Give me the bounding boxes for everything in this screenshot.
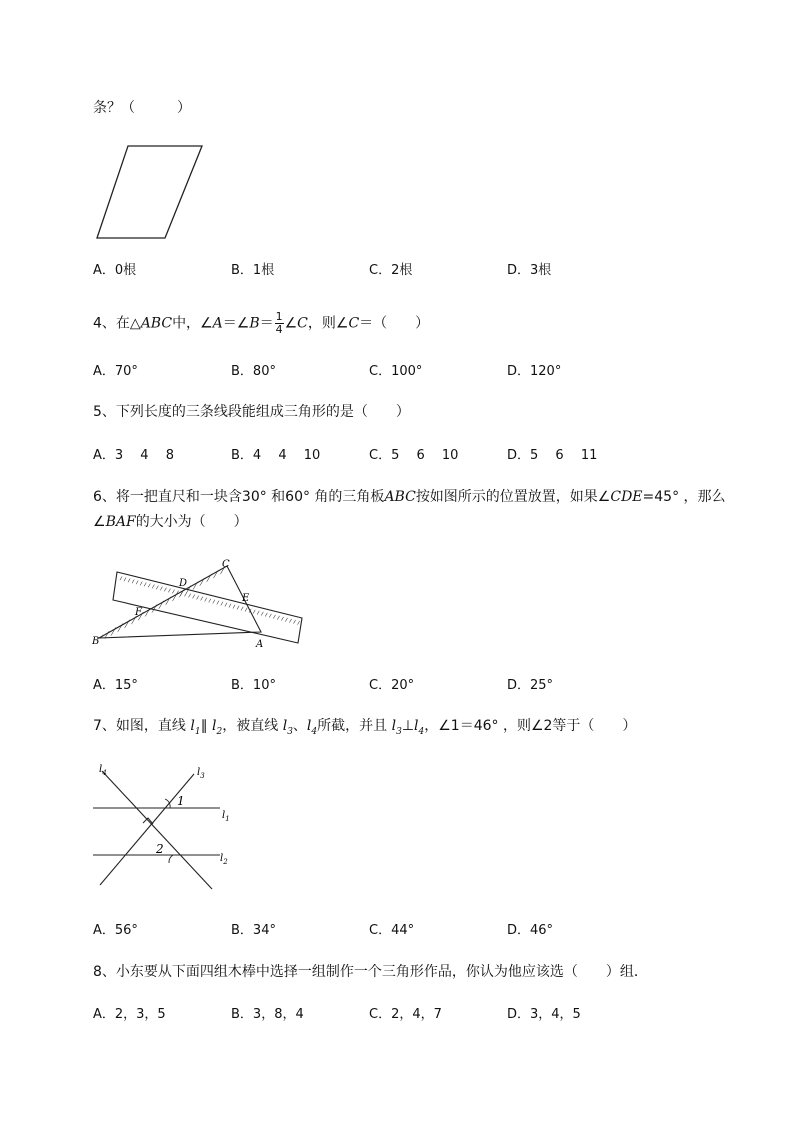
q6-option-d: D．25° [507,678,554,693]
q4-stem: 4、在△ABC中，∠A＝∠B＝ $\frac{1}{4}$ ∠C，则∠C＝（ ） [93,310,430,336]
label-l2: $l_2$ [220,853,228,866]
q7-option-c: C．44° [369,923,415,938]
label-d: D [179,578,188,589]
q3-option-a: A．0根 [93,263,137,278]
q7-option-a: A．56° [93,923,138,938]
q8-stem: 8、小东要从下面四组木棒中选择一组制作一个三角形作品，你认为他应该选（ ）组． [93,964,648,980]
label-c: C [222,559,230,570]
q8-option-b: B．3，8，4 [231,1007,304,1022]
q8-option-c: C．2，4，7 [369,1007,442,1022]
q4-option-a: A．70° [93,364,138,379]
q8-option-d: D．3，4，5 [507,1007,581,1022]
q6-option-b: B．10° [231,678,276,693]
parallelogram-figure [95,143,205,247]
q4-option-d: D．120° [507,364,562,379]
q6-stem-line1: 6、将一把直尺和一块含30° 和60° 角的三角板ABC按如图所示的位置放置，如果∠CDE=45° ，那么 [93,489,726,505]
label-a: A [256,639,264,650]
q3-option-c: C．2根 [369,263,413,278]
q6-stem-line2: ∠BAF的大小为（ ） [93,514,248,530]
label-e: E [242,593,250,604]
q5-option-b: B．4 4 10 [231,448,321,463]
q7-option-b: B．34° [231,923,276,938]
q4-option-b: B．80° [231,364,276,379]
q7-stem: 7、如图，直线 $l_1\parallel$ $l_2$，被直线 $l_3$、$l_4$所截，并且 $l_3\perp l_4$，∠1＝46° ，则∠2等于（ ） [93,718,637,737]
label-b: B [92,636,100,647]
label-angle-1: 1 [177,794,185,808]
q8-option-a: A．2，3，5 [93,1007,166,1022]
q6-option-a: A．15° [93,678,138,693]
label-angle-2: 2 [156,842,164,856]
q5-option-a: A．3 4 8 [93,448,174,463]
q3-option-b: B．1根 [231,263,275,278]
q4-fraction: $\frac{1}{4}$ [275,310,283,336]
line-l4 [102,771,212,889]
label-l4: $l_4$ [99,764,107,777]
q5-stem: 5、下列长度的三条线段能组成三角形的是（ ） [93,404,410,420]
label-l3: $l_3$ [197,767,205,780]
q5-option-d: D．5 6 11 [507,448,598,463]
q6-option-c: C．20° [369,678,415,693]
ruler-triangle-figure [88,555,313,659]
q5-option-c: C．5 6 10 [369,448,459,463]
q4-option-c: C．100° [369,364,423,379]
parallel-lines-figure [90,758,240,897]
q7-option-d: D．46° [507,923,554,938]
q3-option-d: D．3根 [507,263,552,278]
q3-stem: 条？（ ） [93,100,191,116]
line-l3 [100,774,194,885]
label-f: F [135,607,142,618]
label-l1: $l_1$ [222,810,230,823]
